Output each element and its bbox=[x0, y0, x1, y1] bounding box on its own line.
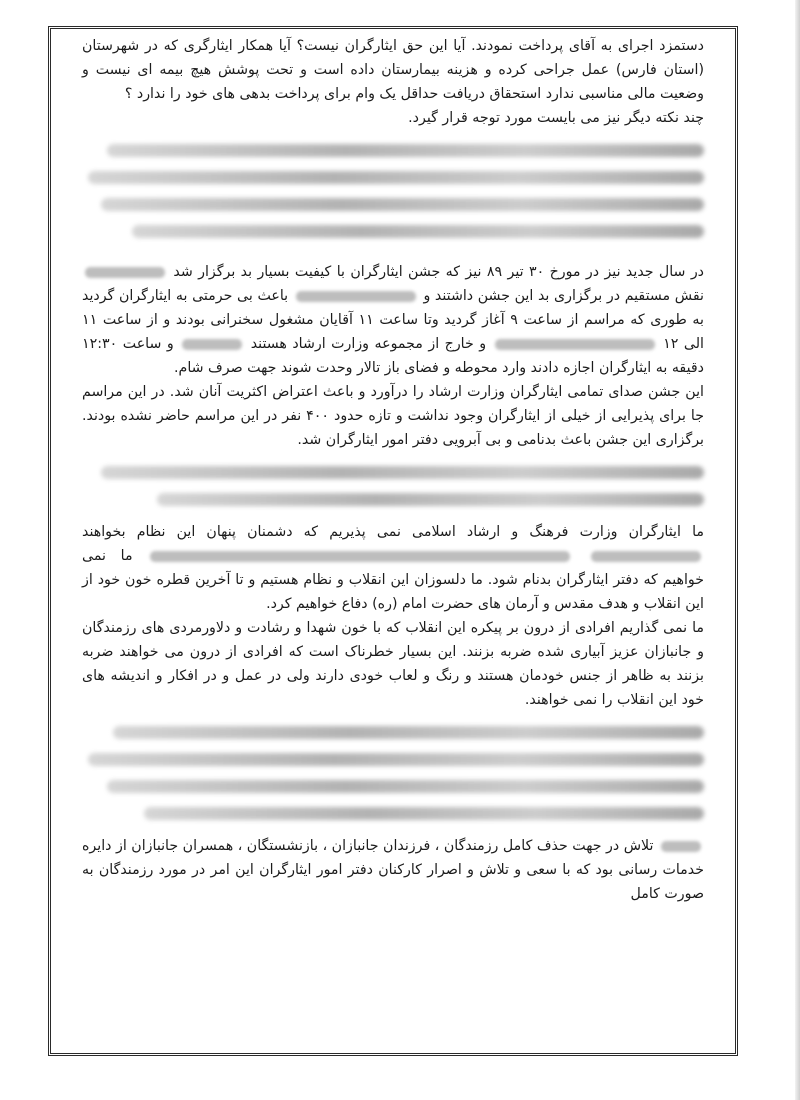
redacted-name bbox=[150, 551, 570, 562]
ceremony-text-3: باعث بی حرمتی به ایثارگران گردید به طوری که مراسم از ساعت ۹ آغاز گردید وتا ساعت ۱۱ آقایان مشغول سخنرانی بودند و از ساعت ۱۱ الی ۱۲ bbox=[82, 288, 704, 352]
redacted-name bbox=[182, 339, 242, 350]
redacted-line bbox=[101, 198, 704, 211]
redacted-line bbox=[144, 807, 704, 820]
paragraph-efforts bbox=[82, 834, 704, 906]
redacted-line bbox=[88, 753, 704, 766]
document-body bbox=[82, 34, 704, 906]
redacted-block-2 bbox=[82, 466, 704, 506]
paragraph-other-points: چند نکته دیگر نیز می بایست مورد توجه قرار گیرد. bbox=[408, 110, 704, 126]
paragraph-we-do-not-accept bbox=[82, 520, 704, 616]
redacted-name bbox=[296, 291, 416, 302]
redacted-name bbox=[495, 339, 655, 350]
redacted-line bbox=[157, 493, 704, 506]
scan-edge bbox=[795, 0, 800, 1100]
redacted-line bbox=[132, 225, 704, 238]
ceremony-text-4: و خارج از مجموعه وزارت ارشاد هستند bbox=[250, 336, 487, 352]
redacted-line bbox=[107, 144, 704, 157]
redacted-line bbox=[107, 780, 704, 793]
accept-text-2: ما نمی خواهیم bbox=[82, 548, 704, 588]
redacted-block-3 bbox=[82, 726, 704, 820]
paragraph-we-will-not-allow: ما نمی گذاریم افرادی از درون بر پیکره این انقلاب که با خون شهدا و رشادت و دلاورمردی های رزمندگان و جانبازان عزیز آبیاری شده ضربه بزنند. این بسیار خطرناک است که افرادی از درون می خواهند ضربه بزنند به ظاهر از جنس خودمان هستند و رنگ و لعاب خودی دارند ولی در عمل و در افکار و اندیشه های خود این انقلاب را نمی خواهند. bbox=[82, 620, 704, 708]
redacted-line bbox=[101, 466, 704, 479]
redacted-name bbox=[661, 841, 701, 852]
redacted-name bbox=[85, 267, 165, 278]
redacted-block-1 bbox=[82, 144, 704, 238]
paragraph-ceremony bbox=[82, 260, 704, 380]
accept-text-3: که دفتر ایثارگران بدنام شود. ما دلسوزان این انقلاب و نظام هستیم و تا آخرین قطره خون خود از این انقلاب و هدف مقدس و آرمان های حضرت امام (ره) دفاع خواهیم کرد. bbox=[82, 572, 704, 612]
ceremony-text-2: نقش مستقیم در برگزاری بد این جشن داشتند و bbox=[423, 288, 705, 304]
paragraph-protest: این جشن صدای تمامی ایثارگران وزارت ارشاد را درآورد و باعث اعتراض اکثریت آنان شد. در این مراسم جا برای پذیرایی از خیلی از ایثارگران وجود نداشت و تازه حدود ۴۰۰ نفر در این مراسم حاضر نشده بودند. برگزاری این جشن باعث بدنامی و بی آبرویی دفتر امور ایثارگران شد. bbox=[82, 384, 704, 448]
redacted-name bbox=[591, 551, 701, 562]
ceremony-text-1: در سال جدید نیز در مورخ ۳۰ تیر ۸۹ نیز که جشن ایثارگران با کیفیت بسیار بد برگزار شد bbox=[173, 264, 705, 280]
ceremony-text-5: و ساعت ۱۲:۳۰ دقیقه به ایثارگران اجازه دادند وارد محوطه و فضای باز تالار وحدت شوند جهت صرف شام. bbox=[82, 336, 704, 376]
redacted-line bbox=[113, 726, 704, 739]
redacted-line bbox=[88, 171, 704, 184]
paragraph-wage-question: دستمزد اجرای به آقای پرداخت نمودند. آیا این حق ایثارگران نیست؟ آیا همکار ایثارگری که در شهرستان (استان فارس) عمل جراحی کرده و هزینه بیمارستان داده است و تحت پوشش هیچ بیمه ای نیست و وضعیت مالی مناسبی ندارد استحقاق دریافت حداقل یک وام برای پرداخت بدهی های خود را ندارد ؟ bbox=[82, 38, 704, 102]
accept-text-1: ما ایثارگران وزارت فرهنگ و ارشاد اسلامی نمی پذیریم که دشمنان پنهان این نظام بخواهند bbox=[82, 524, 704, 540]
efforts-text: تلاش در جهت حذف کامل رزمندگان ، فرزندان جانبازان ، بازنشستگان ، همسران جانبازان از دایره خدمات رسانی بود که با سعی و تلاش و اصرار کارکنان دفتر امور ایثارگران این امر در مورد رزمندگان به صورت کامل bbox=[82, 838, 704, 902]
